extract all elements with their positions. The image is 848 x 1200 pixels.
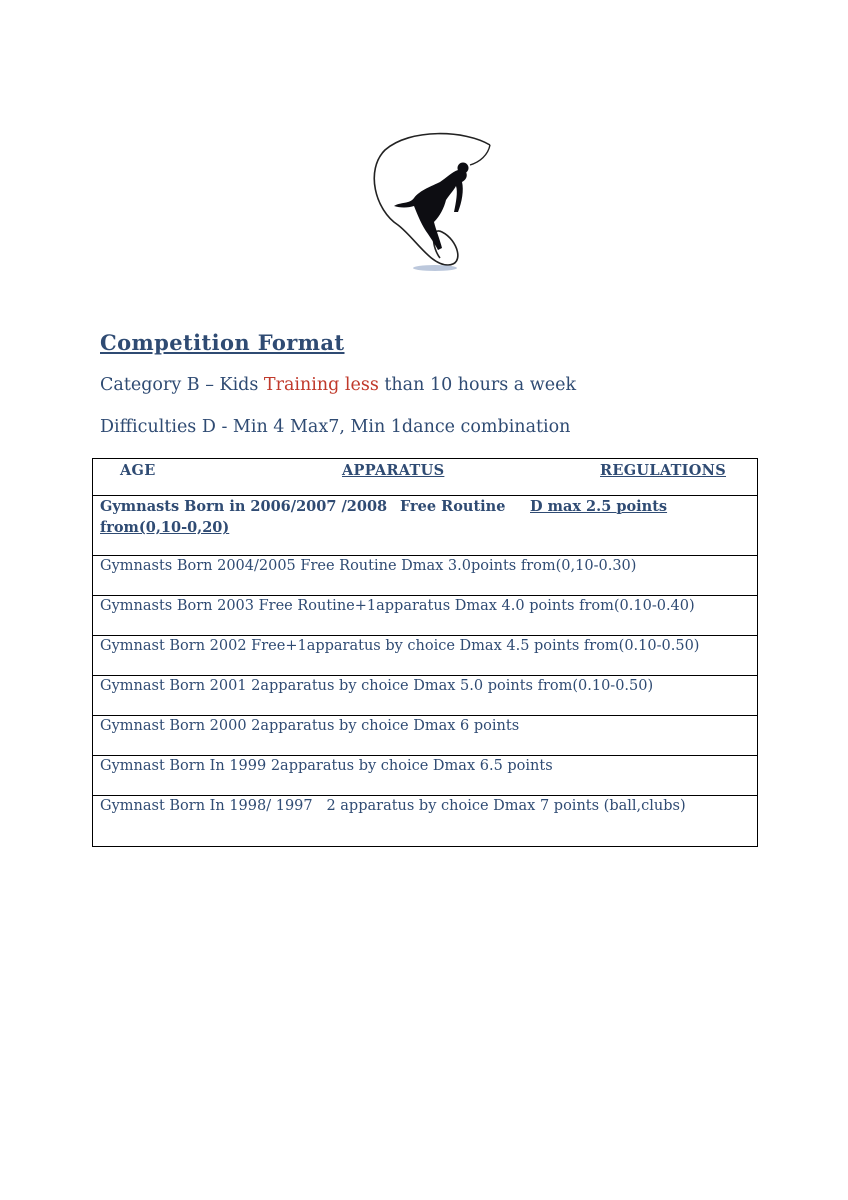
table-row xyxy=(93,636,758,676)
first-row-apparatus: Free Routine xyxy=(400,498,506,515)
table-cell: Gymnast Born 2000 2apparatus by choice Dmax 6 points xyxy=(93,716,758,756)
first-row-regulations: D max 2.5 points from(0,10-0,20) xyxy=(100,498,668,536)
category-line xyxy=(100,375,576,395)
regulations-table xyxy=(92,458,758,847)
table-header-row xyxy=(93,459,758,496)
table-cell: Gymnast Born In 1998/ 1997 2 apparatus by choice Dmax 7 points (ball,clubs) xyxy=(93,796,758,847)
table-cell: Gymnast Born 2001 2apparatus by choice Dmax 5.0 points from(0.10-0.50) xyxy=(93,676,758,716)
table-row xyxy=(93,676,758,716)
category-highlight: Training less xyxy=(263,375,379,395)
table-row xyxy=(93,556,758,596)
table-row xyxy=(93,496,758,556)
difficulties-line: Difficulties D - Min 4 Max7, Min 1dance combination xyxy=(100,417,571,437)
table-row xyxy=(93,716,758,756)
header-apparatus: APPARATUS xyxy=(342,462,445,479)
page-title: Competition Format xyxy=(100,330,345,355)
table-row xyxy=(93,756,758,796)
first-row-age: Gymnasts Born in 2006/2007 /2008 xyxy=(100,498,388,515)
category-prefix: Category B – Kids xyxy=(100,375,264,395)
table-row xyxy=(93,596,758,636)
category-suffix: than 10 hours a week xyxy=(378,375,577,395)
table-cell: Gymnast Born In 1999 2apparatus by choice Dmax 6.5 points xyxy=(93,756,758,796)
table-cell: Gymnast Born 2002 Free+1apparatus by choice Dmax 4.5 points from(0.10-0.50) xyxy=(93,636,758,676)
header-age: AGE xyxy=(120,462,156,479)
table-cell: Gymnasts Born 2003 Free Routine+1apparatus Dmax 4.0 points from(0.10-0.40) xyxy=(93,596,758,636)
table-row xyxy=(93,796,758,847)
gymnast-ribbon-logo-icon xyxy=(370,130,500,275)
table-cell: Gymnasts Born 2004/2005 Free Routine Dmax 3.0points from(0,10-0.30) xyxy=(93,556,758,596)
header-regulations: REGULATIONS xyxy=(600,462,727,479)
